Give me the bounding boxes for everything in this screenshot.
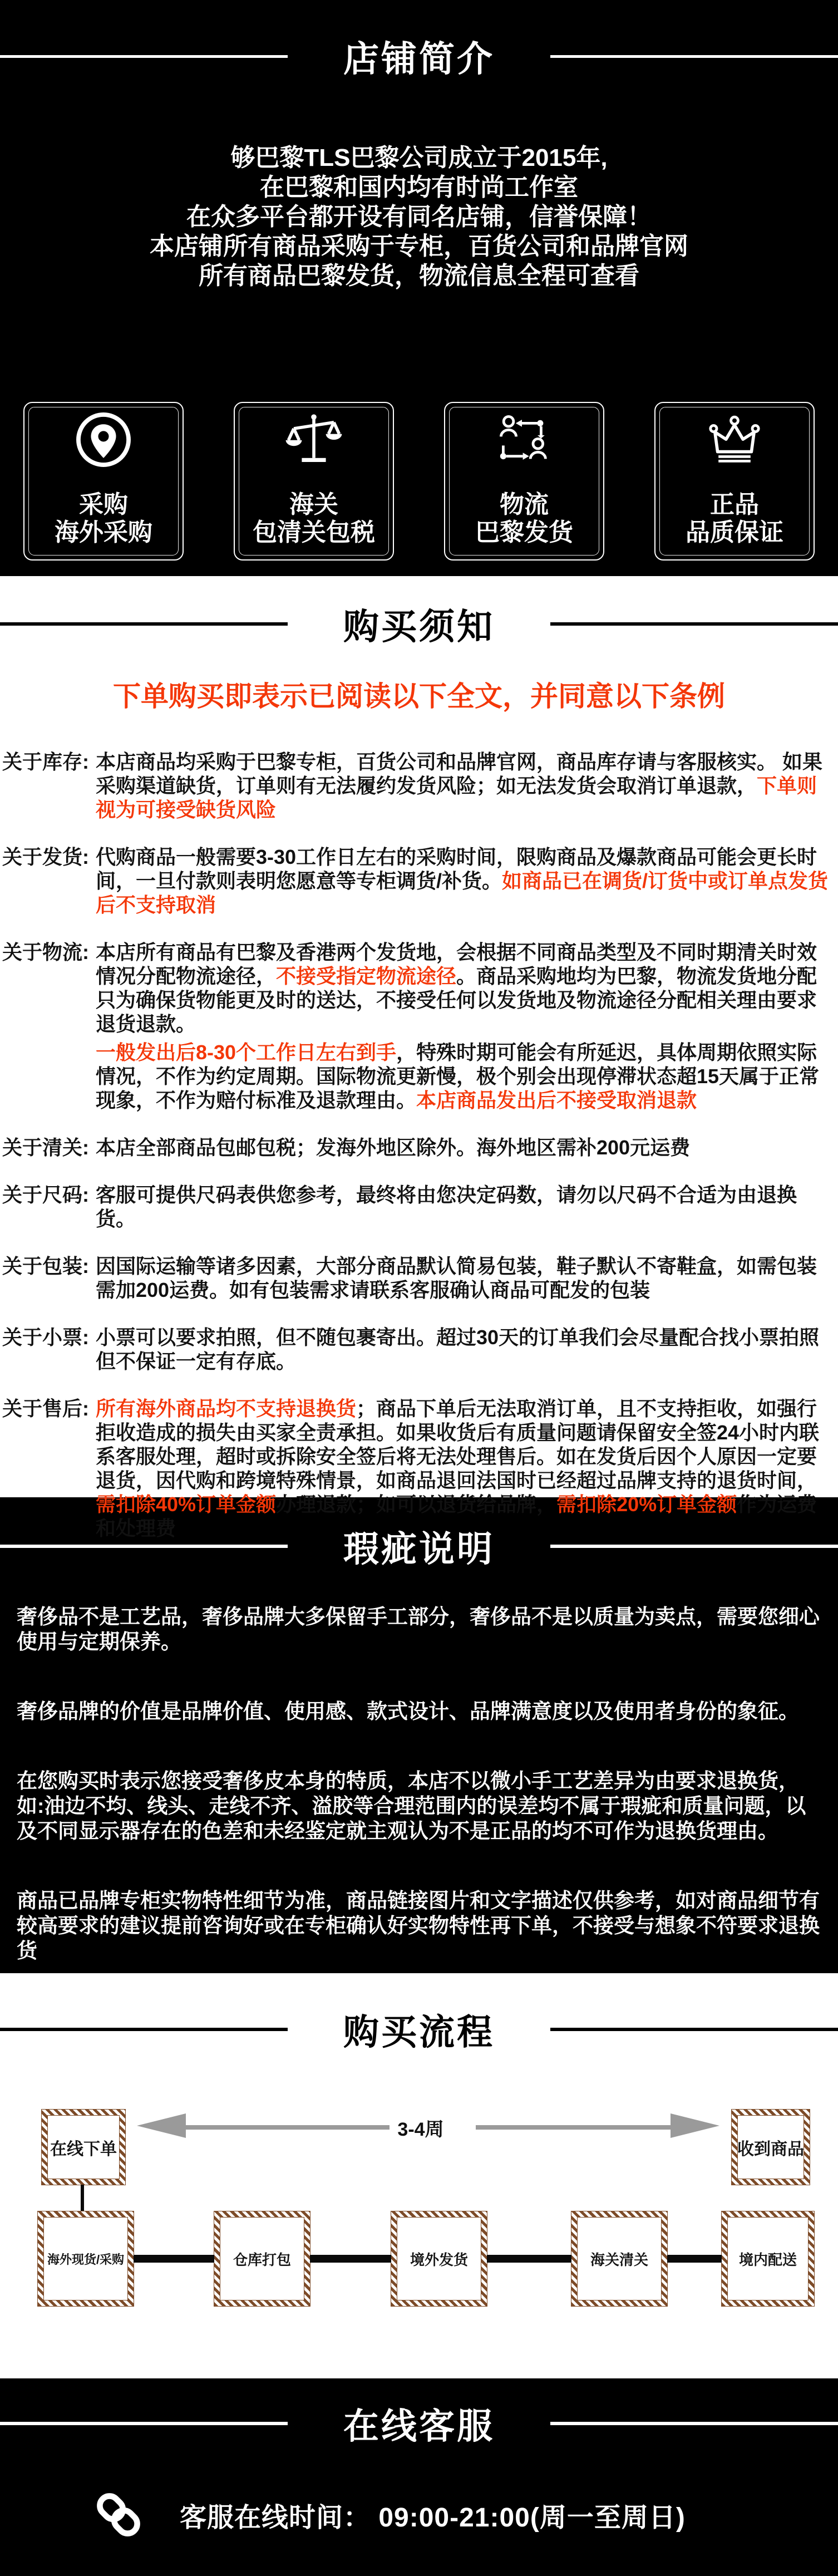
chain-link-icon (92, 2488, 145, 2541)
title-line-left (0, 55, 288, 58)
flow-connector (487, 2255, 571, 2263)
arrow-left-shaft (186, 2125, 390, 2130)
term-content (96, 1135, 832, 1159)
feature-labels (475, 491, 573, 547)
intro-line: 本店铺所有商品采购于专柜，百货公司和品牌官网 (150, 233, 688, 260)
defects-title: 瑕疵说明 (343, 1529, 495, 1569)
feature-card-customs (234, 402, 394, 561)
term-content (96, 1397, 832, 1540)
term-paragraph (96, 1397, 832, 1540)
notice-term (2, 1135, 832, 1159)
title-line-right (550, 2028, 838, 2031)
flow-step-order-online: 在线下单 (42, 2110, 125, 2185)
flow-step: 海外现货/采购 (38, 2211, 134, 2306)
scale-icon (285, 411, 343, 469)
process-title-row (0, 2004, 838, 2055)
service-hours: 客服在线时间： 09:00-21:00(周一至周日) (180, 2503, 686, 2533)
term-text-red: 下单则视为可接受缺货风险 (96, 774, 817, 821)
feature-cards (0, 402, 838, 561)
term-paragraph (96, 1325, 832, 1373)
term-paragraph (96, 750, 832, 822)
arrow-right-shaft (476, 2125, 671, 2130)
title-line-left (0, 2028, 288, 2031)
term-text-red: 不接受指定物流途径 (276, 965, 457, 987)
title-line-right (550, 622, 838, 626)
term-text: 本店所有商品有巴黎及香港两个发货地，会根据不同商品类型及不同时期清关时效情况分配物流途径， (96, 941, 817, 987)
feature-card-logistics (444, 402, 604, 561)
defect-paragraph: 奢侈品不是工艺品，奢侈品牌大多保留手工部分，奢侈品不是以质量为卖点，需要您细心使用与定期保养。 (17, 1605, 820, 1653)
term-paragraph (96, 845, 832, 917)
arrow-left-icon (137, 2113, 186, 2138)
feature-subtitle: 海外采购 (55, 519, 152, 546)
term-text: 小票可以要求拍照，但不随包裹寄出。超过30天的订单我们会尽量配合找小票拍照但不保证一定有存底。 (96, 1326, 820, 1373)
term-text: 本店全部商品包邮包税；发海外地区除外。海外地区需补200元运费 (96, 1136, 691, 1159)
feature-subtitle: 包清关包税 (253, 519, 375, 546)
term-text-red: 所有海外商品均不支持退换货 (96, 1397, 357, 1420)
process-section (0, 1973, 838, 2378)
term-label: 关于发货: (2, 845, 89, 868)
term-content (96, 1254, 832, 1302)
purchase-notice-title: 购买须知 (343, 607, 495, 647)
term-content (96, 1325, 832, 1373)
crown-icon (706, 411, 763, 469)
term-text-red: 需扣除20%订单金额 (556, 1493, 737, 1516)
term-content (96, 1183, 832, 1231)
flow-step-receive-goods: 收到商品 (732, 2110, 810, 2185)
term-text-red: 需扣除40%订单金额 (96, 1493, 277, 1516)
feature-labels (253, 491, 375, 547)
service-title-row (0, 2398, 838, 2449)
feature-card-authentic (654, 402, 815, 561)
term-label: 关于清关: (2, 1136, 89, 1159)
flow-step: 仓库打包 (214, 2211, 310, 2306)
term-text: ；商品下单后无法取消订单，且不支持拒收，如强行拒收造成的损失由买家全责承担。如果收货后有质量问题请保留安全签24小时内联系客服处理，超时或拆除安全签后将无法处理售后。如在发货后因个人原因一定要退货，因代购和跨境特殊情景，如商品退回法国时已经超过品牌支持的退货时间， (96, 1397, 820, 1492)
term-paragraph (96, 1040, 832, 1112)
intro-line: 在众多平台都开设有同名店铺，信誉保障！ (186, 203, 652, 230)
title-line-right (550, 55, 838, 58)
defects-section (0, 1497, 838, 1973)
feature-labels (55, 491, 152, 547)
term-label: 关于小票: (2, 1326, 89, 1349)
store-intro-title: 店铺简介 (343, 39, 495, 79)
term-text: ，特殊时期可能会有所延迟，具体周期依照实际情况，不作为约定周期。国际物流更新慢，极个别会出现停滞状态超15天属于正常现象，不作为赔付标准及退款理由。 (96, 1041, 820, 1112)
term-text-red: 本店商品发出后不接受取消退款 (416, 1089, 697, 1112)
notice-term (2, 750, 832, 822)
purchase-notice-section (0, 576, 838, 1540)
feature-subtitle: 巴黎发货 (475, 519, 573, 546)
term-text: 办理退款；如可以退货给品牌， (276, 1493, 557, 1516)
feature-title: 采购 (79, 491, 128, 518)
process-flowchart (0, 2110, 838, 2321)
term-text: 。商品采购地均为巴黎，物流发货地分配只为确保货物能更及时的送达，不接受任何以发货地及物流途径分配相关理由要求退货退款。 (96, 965, 817, 1035)
feature-title: 正品 (710, 491, 759, 518)
term-label: 关于尺码: (2, 1183, 89, 1206)
term-text: 因国际运输等诸多因素，大部分商品默认简易包装，鞋子默认不寄鞋盒，如需包装需加200运费。如有包装需求请联系客服确认商品可配发的包装 (96, 1255, 817, 1301)
flow-connector (134, 2255, 214, 2263)
intro-line: 够巴黎TLS巴黎公司成立于2015年, (230, 144, 608, 171)
flow-connector (667, 2255, 722, 2263)
flow-connector (310, 2255, 391, 2263)
term-text: 作为运费和处理费 (96, 1493, 817, 1540)
service-section (0, 2378, 838, 2576)
title-line-left (0, 622, 288, 626)
term-content (96, 845, 832, 917)
terms-list (0, 750, 838, 1540)
flow-step: 境外发货 (391, 2211, 487, 2306)
feature-subtitle: 品质保证 (686, 519, 783, 546)
notice-term (2, 1254, 832, 1302)
service-title: 在线客服 (343, 2406, 495, 2446)
store-intro-title-row (0, 31, 838, 82)
term-text: 客服可提供尺码表供您参考，最终将由您决定码数，请勿以尺码不合适为由退换货。 (96, 1183, 797, 1230)
title-line-left (0, 2422, 288, 2425)
term-label: 关于包装: (2, 1255, 89, 1277)
term-paragraph (96, 1135, 832, 1159)
term-paragraph (96, 940, 832, 1036)
term-label: 关于售后: (2, 1397, 89, 1420)
purchase-notice-title-row (0, 598, 838, 650)
flow-vertical-connector (81, 2185, 84, 2211)
title-line-right (550, 2422, 838, 2425)
flow-step: 海关清关 (571, 2211, 667, 2306)
intro-lines (0, 143, 838, 291)
notice-term (2, 1397, 832, 1540)
purchase-warning: 下单购买即表示已阅读以下全文，并同意以下条例 (113, 681, 725, 712)
title-line-left (0, 1545, 288, 1548)
title-line-right (550, 1545, 838, 1548)
term-text: 本店商品均采购于巴黎专柜，百货公司和品牌官网，商品库存请与客服核实。 如果采购渠道缺货，订单则有无法履约发货风险；如无法发货会取消订单退款， (96, 750, 823, 797)
logistics-icon (495, 411, 553, 469)
defect-paragraph: 在您购买时表示您接受奢侈皮本身的特质，本店不以微小手工艺差异为由要求退换货，如:油边不均、线头、走线不齐、溢胶等合理范围内的误差均不属于瑕疵和质量问题，以及不同显示器存在的色差和未经鉴定就主观认为不是正品的均不可作为退换货理由。 (17, 1769, 806, 1842)
term-label: 关于库存: (2, 750, 89, 773)
arrow-right-icon (671, 2113, 719, 2138)
intro-line: 所有商品巴黎发货，物流信息全程可查看 (199, 262, 639, 289)
term-paragraph (96, 1254, 832, 1302)
feature-title: 物流 (500, 491, 549, 518)
intro-line: 在巴黎和国内均有时尚工作室 (260, 174, 578, 201)
defect-paragraphs (0, 1604, 838, 1963)
term-text: 代购商品一般需要3-30工作日左右的采购时间，限购商品及爆款商品可能会更长时间，一旦付款则表明您愿意等专柜调货/补货。 (96, 845, 817, 892)
defect-paragraph: 奢侈品牌的价值是品牌价值、使用感、款式设计、品牌满意度以及使用者身份的象征。 (17, 1700, 799, 1723)
location-pin-icon (75, 411, 132, 469)
term-content (96, 940, 832, 1112)
feature-labels (686, 491, 783, 547)
process-title: 购买流程 (343, 2012, 495, 2052)
store-intro-section (0, 0, 838, 576)
notice-term (2, 845, 832, 917)
feature-card-purchase (23, 402, 184, 561)
service-row (0, 2488, 838, 2541)
term-content (96, 750, 832, 822)
flow-step: 境内配送 (722, 2211, 814, 2306)
notice-term (2, 1183, 832, 1231)
term-text-red: 如商品已在调货/订货中或订单点发货后不支持取消 (96, 869, 829, 916)
term-label: 关于物流: (2, 941, 89, 963)
term-paragraph (96, 1183, 832, 1231)
notice-term (2, 1325, 832, 1373)
notice-term (2, 940, 832, 1112)
feature-title: 海关 (289, 491, 338, 518)
defect-paragraph: 商品已品牌专柜实物特性细节为准，商品链接图片和文字描述仅供参考，如对商品细节有较高要求的建议提前咨询好或在专柜确认好实物特性再下单，不接受与想象不符要求退换货 (17, 1889, 820, 1962)
term-text-red: 一般发出后8-30个工作日左右到手 (96, 1041, 397, 1064)
duration-label: 3-4周 (397, 2119, 444, 2140)
